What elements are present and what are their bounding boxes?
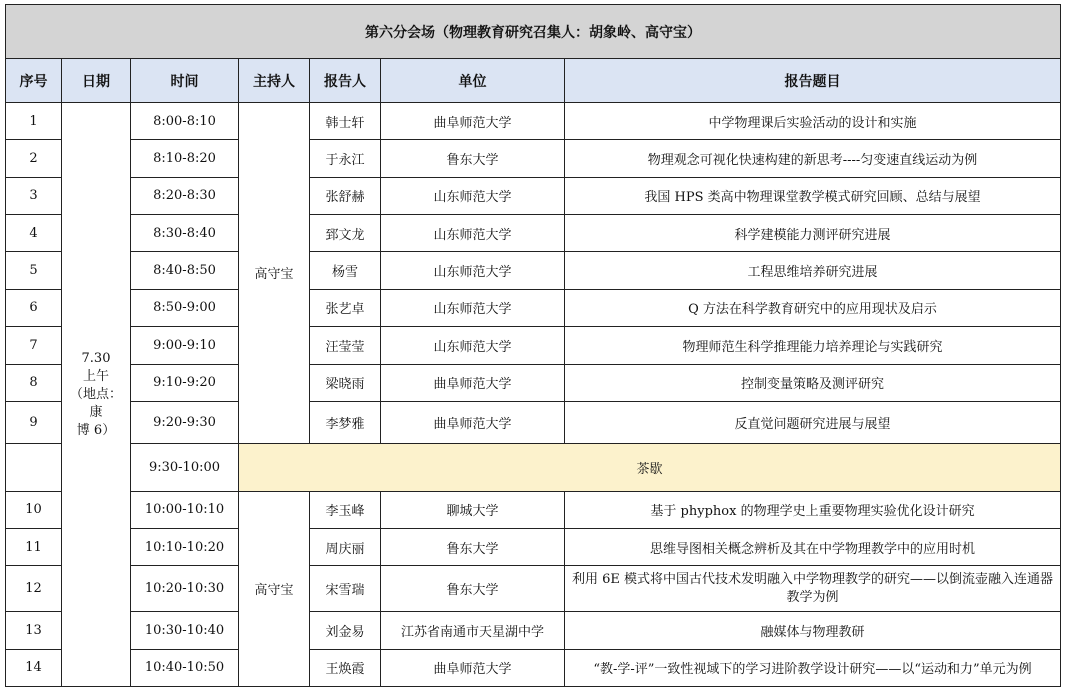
row-time: 8:30-8:40 (131, 215, 239, 252)
row-number: 11 (6, 528, 62, 565)
row-number: 3 (6, 177, 62, 214)
row-topic: “教-学-评”一致性视域下的学习进阶教学设计研究——以“运动和力”单元为例 (565, 649, 1061, 686)
row-time: 8:10-8:20 (131, 140, 239, 177)
header-date: 日期 (62, 59, 131, 103)
row-speaker: 杨雪 (310, 252, 381, 289)
row-time: 9:00-9:10 (131, 327, 239, 364)
row-speaker: 王焕霞 (310, 649, 381, 686)
table-row (6, 491, 1061, 528)
row-unit: 山东师范大学 (381, 252, 565, 289)
row-speaker: 李玉峰 (310, 491, 381, 528)
row-number: 13 (6, 612, 62, 649)
row-time: 9:10-9:20 (131, 364, 239, 401)
row-topic: 工程思维培养研究进展 (565, 252, 1061, 289)
row-unit: 曲阜师范大学 (381, 364, 565, 401)
header-unit: 单位 (381, 59, 565, 103)
row-topic: 融媒体与物理教研 (565, 612, 1061, 649)
row-number: 9 (6, 401, 62, 443)
header-host: 主持人 (239, 59, 310, 103)
table-row (6, 177, 1061, 214)
table-row (6, 327, 1061, 364)
row-speaker: 梁晓雨 (310, 364, 381, 401)
header-number: 序号 (6, 59, 62, 103)
row-topic: 思维导图相关概念辨析及其在中学物理教学中的应用时机 (565, 528, 1061, 565)
row-number: 1 (6, 103, 62, 140)
break-time: 9:30-10:00 (131, 443, 239, 491)
row-topic: 反直觉问题研究进展与展望 (565, 401, 1061, 443)
row-time: 10:30-10:40 (131, 612, 239, 649)
row-topic: 控制变量策略及测评研究 (565, 364, 1061, 401)
row-number: 12 (6, 566, 62, 612)
row-speaker: 张舒赫 (310, 177, 381, 214)
date-cell: 7.30 上午 （地点：康 博 6） (62, 103, 131, 687)
row-speaker: 于永江 (310, 140, 381, 177)
table-row (6, 215, 1061, 252)
table-row (6, 364, 1061, 401)
row-number: 7 (6, 327, 62, 364)
host-cell-first: 高守宝 (239, 103, 310, 444)
row-topic: Q 方法在科学教育研究中的应用现状及启示 (565, 289, 1061, 326)
row-unit: 山东师范大学 (381, 327, 565, 364)
table-row (6, 649, 1061, 686)
break-row (6, 443, 1061, 491)
session-title: 第六分会场（物理教育研究召集人：胡象岭、高守宝） (6, 5, 1061, 59)
row-unit: 曲阜师范大学 (381, 103, 565, 140)
row-topic: 我国 HPS 类高中物理课堂教学模式研究回顾、总结与展望 (565, 177, 1061, 214)
header-time: 时间 (131, 59, 239, 103)
row-topic: 物理观念可视化快速构建的新思考----匀变速直线运动为例 (565, 140, 1061, 177)
table-row (6, 289, 1061, 326)
row-speaker: 刘金易 (310, 612, 381, 649)
row-number: 2 (6, 140, 62, 177)
break-label: 茶歇 (239, 443, 1061, 491)
row-time: 8:40-8:50 (131, 252, 239, 289)
row-topic: 科学建模能力测评研究进展 (565, 215, 1061, 252)
row-unit: 鲁东大学 (381, 528, 565, 565)
row-time: 8:00-8:10 (131, 103, 239, 140)
row-unit: 鲁东大学 (381, 140, 565, 177)
table-row (6, 612, 1061, 649)
row-topic: 物理师范生科学推理能力培养理论与实践研究 (565, 327, 1061, 364)
row-number: 8 (6, 364, 62, 401)
row-time: 10:10-10:20 (131, 528, 239, 565)
header-topic: 报告题目 (565, 59, 1061, 103)
row-speaker: 汪莹莹 (310, 327, 381, 364)
row-unit: 山东师范大学 (381, 177, 565, 214)
row-number: 5 (6, 252, 62, 289)
row-speaker: 周庆丽 (310, 528, 381, 565)
header-speaker: 报告人 (310, 59, 381, 103)
row-number: 10 (6, 491, 62, 528)
row-time: 8:50-9:00 (131, 289, 239, 326)
table-row (6, 252, 1061, 289)
row-unit: 江苏省南通市天星湖中学 (381, 612, 565, 649)
break-number (6, 443, 62, 491)
row-number: 6 (6, 289, 62, 326)
host-cell-second: 高守宝 (239, 491, 310, 686)
row-unit: 山东师范大学 (381, 289, 565, 326)
schedule-table (5, 4, 1061, 687)
row-time: 9:20-9:30 (131, 401, 239, 443)
header-row (6, 59, 1061, 103)
row-number: 14 (6, 649, 62, 686)
row-time: 10:40-10:50 (131, 649, 239, 686)
row-speaker: 宋雪瑞 (310, 566, 381, 612)
table-row (6, 401, 1061, 443)
row-topic: 利用 6E 模式将中国古代技术发明融入中学物理教学的研究——以倒流壶融入连通器教学为例 (565, 566, 1061, 612)
row-number: 4 (6, 215, 62, 252)
row-unit: 山东师范大学 (381, 215, 565, 252)
row-speaker: 郅文龙 (310, 215, 381, 252)
row-speaker: 韩士轩 (310, 103, 381, 140)
row-unit: 曲阜师范大学 (381, 649, 565, 686)
row-topic: 基于 phyphox 的物理学史上重要物理实验优化设计研究 (565, 491, 1061, 528)
table-row (6, 103, 1061, 140)
row-speaker: 张艺卓 (310, 289, 381, 326)
row-time: 8:20-8:30 (131, 177, 239, 214)
row-topic: 中学物理课后实验活动的设计和实施 (565, 103, 1061, 140)
table-row (6, 528, 1061, 565)
table-row (6, 566, 1061, 612)
table-row (6, 140, 1061, 177)
row-speaker: 李梦雅 (310, 401, 381, 443)
row-unit: 曲阜师范大学 (381, 401, 565, 443)
row-unit: 鲁东大学 (381, 566, 565, 612)
row-unit: 聊城大学 (381, 491, 565, 528)
row-time: 10:20-10:30 (131, 566, 239, 612)
row-time: 10:00-10:10 (131, 491, 239, 528)
